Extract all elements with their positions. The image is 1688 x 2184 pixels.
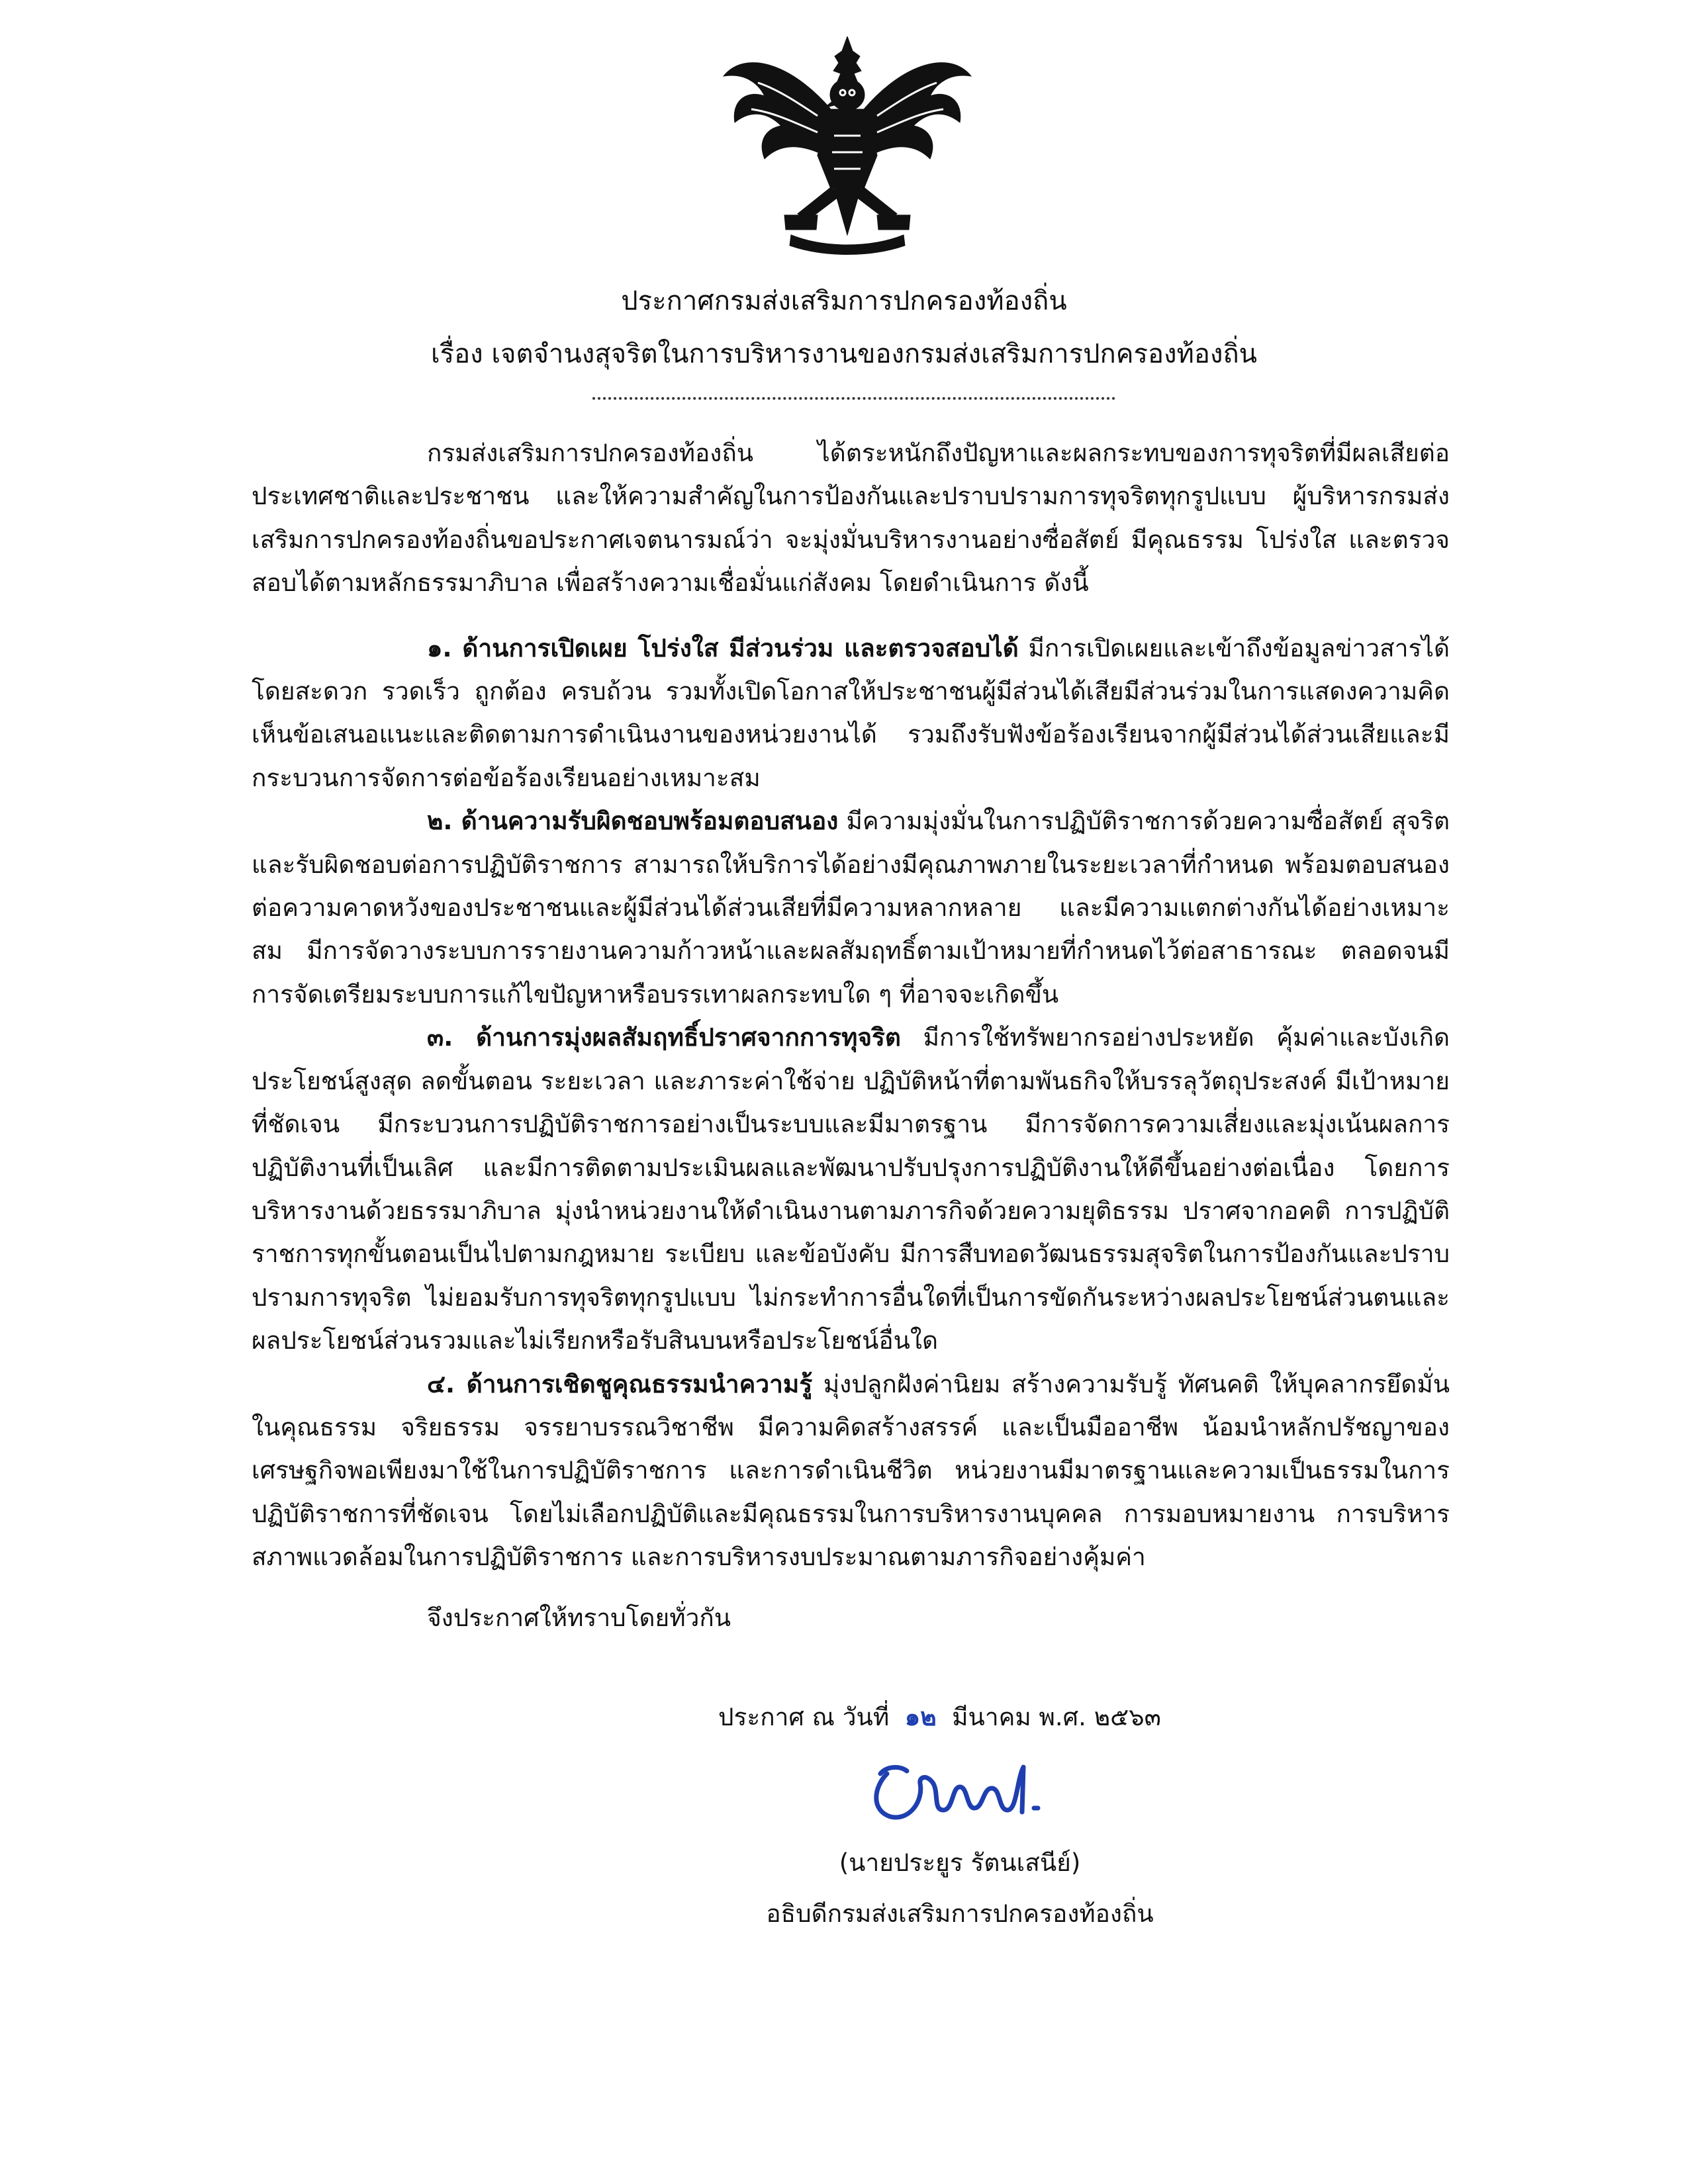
section-3-heading: ๓. ด้านการมุ่งผลสัมฤทธิ์ปราศจากการทุจริต — [427, 1023, 901, 1052]
section-4-paragraph — [252, 1363, 1450, 1579]
section-1-heading: ๑. ด้านการเปิดเผย โปร่งใส มีส่วนร่วม และตรวจสอบได้ — [427, 633, 1019, 662]
signatory-name: (นายประยูร รัตนเสนีย์) — [839, 1848, 1081, 1877]
handwritten-signature — [861, 1747, 1059, 1833]
intro-paragraph: กรมส่งเสริมการปกครองท้องถิ่น ได้ตระหนักถึงปัญหาและผลกระทบของการทุจริตที่มีผลเสียต่อประเทศชาติและประชาชน และให้ความสำคัญในการป้องกันและปราบปรามการทุจริตทุกรูปแบบ ผู้บริหารกรมส่งเสริมการปกครองท้องถิ่นขอประกาศเจตนารมณ์ว่า จะมุ่งมั่นบริหารงานอย่างซื่อสัตย์ มีคุณธรรม โปร่งใส และตรวจสอบได้ตามหลักธรรมาภิบาล เพื่อสร้างความเชื่อมั่นแก่สังคม โดยดำเนินการ ดังนี้ — [252, 439, 1450, 598]
section-4-text: มุ่งปลูกฝังค่านิยม สร้างความรับรู้ ทัศนคติ ให้บุคลากรยึดมั่นในคุณธรรม จริยธรรม จรรยาบรรณวิชาชีพ มีความคิดสร้างสรรค์ และเป็นมืออาชีพ น้อมนำหลักปรัชญาของเศรษฐกิจพอเพียงมาใช้ในการปฏิบัติราชการ และการดำเนินชีวิต หน่วยงานมีมาตรฐานและความเป็นธรรมในการปฏิบัติราชการที่ชัดเจน โดยไม่เลือกปฏิบัติและมีคุณธรรมในการบริหารงานบุคคล การมอบหมายงาน การบริหาร สภาพแวดล้อมในการปฏิบัติราชการ และการบริหารงบประมาณตามภารกิจอย่างคุ้มค่า — [252, 1369, 1450, 1572]
announcement-title: ประกาศกรมส่งเสริมการปกครองท้องถิ่น — [621, 286, 1067, 316]
section-2-heading: ๒. ด้านความรับผิดชอบพร้อมตอบสนอง — [427, 807, 839, 836]
announcement-date — [718, 1698, 1161, 1737]
section-1-text: มีการเปิดเผยและเข้าถึงข้อมูลข่าวสารได้โดยสะดวก รวดเร็ว ถูกต้อง ครบถ้วน รวมทั้งเปิดโอกาสให้ประชาชนผู้มีส่วนได้เสียมีส่วนร่วมในการแสดงความคิดเห็นข้อเสนอแนะและติดตามการดำเนินงานของหน่วยงานได้ รวมถึงรับฟังข้อร้องเรียนจากผู้มีส่วนได้ส่วนเสียและมีกระบวนการจัดการต่อข้อร้องเรียนอย่างเหมาะสม — [252, 633, 1450, 792]
date-month-year: มีนาคม พ.ศ. ๒๕๖๓ — [952, 1703, 1161, 1731]
section-1-paragraph — [252, 627, 1450, 800]
garuda-emblem-icon — [718, 36, 976, 255]
date-day: ๑๒ — [904, 1703, 937, 1731]
date-prefix: ประกาศ ณ วันที่ — [718, 1703, 890, 1731]
signatory-position: อธิบดีกรมส่งเสริมการปกครองท้องถิ่น — [766, 1899, 1154, 1928]
closing-statement: จึงประกาศให้ทราบโดยทั่วกัน — [427, 1604, 731, 1632]
announcement-body — [252, 432, 1450, 1579]
section-2-paragraph — [252, 799, 1450, 1016]
section-3-paragraph — [252, 1016, 1450, 1362]
section-2-text: มีความมุ่งมั่นในการปฏิบัติราชการด้วยความซื่อสัตย์ สุจริต และรับผิดชอบต่อการปฏิบัติราชการ สามารถให้บริการได้อย่างมีคุณภาพภายในระยะเวลาที่กำหนด พร้อมตอบสนองต่อความคาดหวังของประชาชนและผู้มีส่วนได้ส่วนเสียที่มีความหลากหลาย และมีความแตกต่างกันได้อย่างเหมาะสม มีการจัดวางระบบการรายงานความก้าวหน้าและผลสัมฤทธิ์ตามเป้าหมายที่กำหนดไว้ต่อสาธารณะ ตลอดจนมีการจัดเตรียมระบบการแก้ไขปัญหาหรือบรรเทาผลกระทบใด ๆ ที่อาจจะเกิดขึ้น — [252, 807, 1450, 1009]
dotted-divider — [592, 397, 1115, 400]
section-4-heading: ๔. ด้านการเชิดชูคุณธรรมนำความรู้ — [427, 1369, 813, 1398]
section-3-text: มีการใช้ทรัพยากรอย่างประหยัด คุ้มค่าและบังเกิดประโยชน์สูงสุด ลดขั้นตอน ระยะเวลา และภาระค่าใช้จ่าย ปฏิบัติหน้าที่ตามพันธกิจให้บรรลุวัตถุประสงค์ มีเป้าหมายที่ชัดเจน มีกระบวนการปฏิบัติราชการอย่างเป็นระบบและมีมาตรฐาน มีการจัดการความเสี่ยงและมุ่งเน้นผลการปฏิบัติงานที่เป็นเลิศ และมีการติดตามประเมินผลและพัฒนาปรับปรุงการปฏิบัติงานให้ดีขึ้นอย่างต่อเนื่อง โดยการบริหารงานด้วยธรรมาภิบาล มุ่งนำหน่วยงานให้ดำเนินงานตามภารกิจด้วยความยุติธรรม ปราศจากอคติ การปฏิบัติราชการทุกขั้นตอนเป็นไปตามกฎหมาย ระเบียบ และข้อบังคับ มีการสืบทอดวัฒนธรรมสุจริตในการป้องกันและปราบปรามการทุจริต ไม่ยอมรับการทุจริตทุกรูปแบบ ไม่กระทำการอื่นใดที่เป็นการขัดกันระหว่างผลประโยชน์ส่วนตนและผลประโยชน์ส่วนรวมและไม่เรียกหรือรับสินบนหรือประโยชน์อื่นใด — [252, 1023, 1450, 1355]
announcement-subject: เรื่อง เจตจำนงสุจริตในการบริหารงานของกรมส่งเสริมการปกครองท้องถิ่น — [430, 339, 1258, 369]
